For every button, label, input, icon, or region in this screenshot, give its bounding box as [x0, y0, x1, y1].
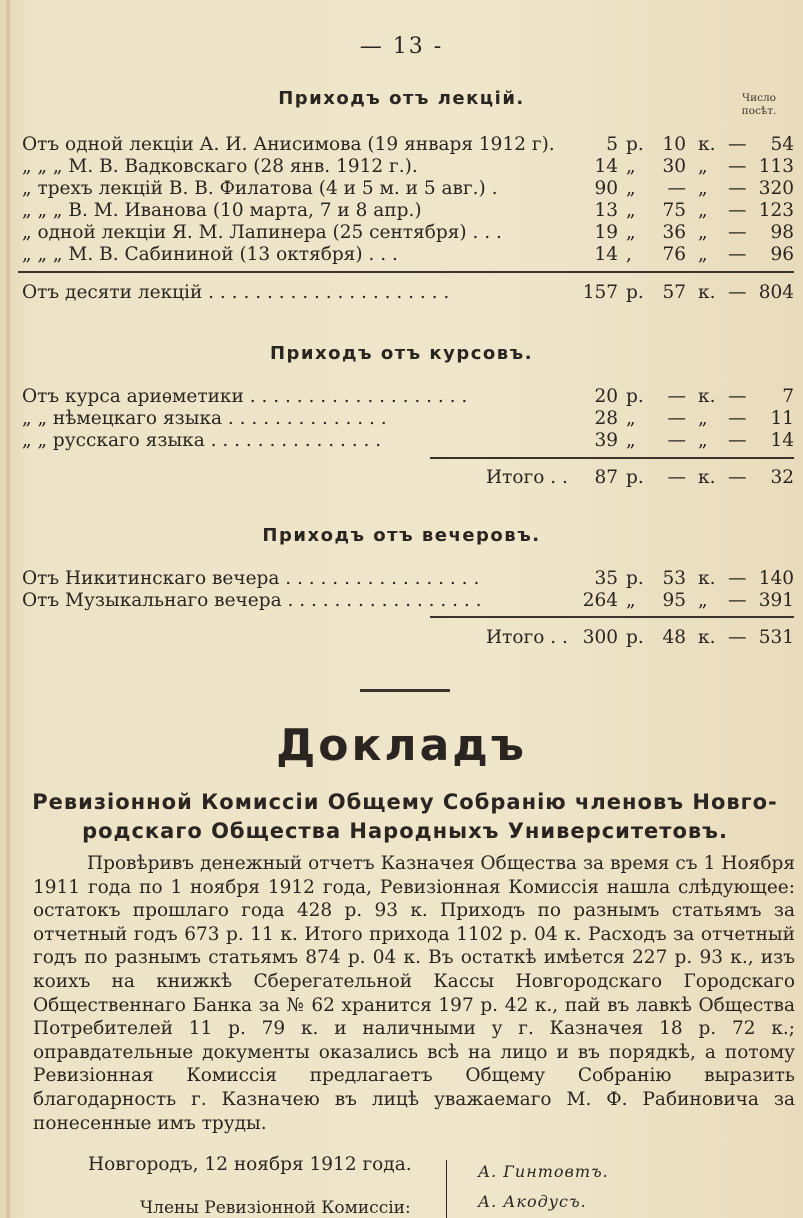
cell-rub: 13 [594, 200, 618, 221]
ledger-rule [430, 616, 794, 618]
ledger-row [22, 177, 794, 201]
report-paragraph: Провѣривъ денежный отчетъ Казначея Общества за время съ 1 Ноября 1911 года по 1 ноября 1912 года, Ревизіонная Комиссія нашла слѣдующее: остатокъ прошлаго года 428 р. 93 к. Приходъ по разнымъ статьямъ за отчетный годъ 673 р. 11 к. Итого прихода 1102 р. 04 к. Расходъ за отчетный годъ по разнымъ статьямъ 874 р. 04 к. Въ остаткѣ имѣется 227 р. 93 к., изъ коихъ на книжкѣ Сберегательной Кассы Новгородскаго Городскаго Общественнаго Банка за № 62 хранится 197 р. 42 к., пай въ лавкѣ Общества Потребителей 11 р. 79 к. и наличными у г. Казначея 18 р. 72 к.; оправдательные документы оказались всѣ на лицо и въ порядкѣ, а потому Ревизіонная Комиссія предлагаетъ Общему Собранію выразить благодарность г. Казначею въ лицѣ уважаемаго М. Ф. Рабиновича за понесенные имъ труды. [33, 853, 795, 1134]
cell-kop: 95 [662, 590, 686, 611]
signature-1: А. Гинтовтъ. [478, 1162, 609, 1181]
cell-kop: 36 [662, 222, 686, 243]
cell-desc: „ трехъ лекцій В. В. Филатова (4 и 5 м. и 5 авг.) . [22, 178, 498, 199]
cell-kop: — [667, 178, 686, 199]
cell-count: 140 [758, 568, 794, 589]
cell-kop-unit: „ [698, 178, 708, 199]
cell-rub-unit: „ [626, 430, 636, 451]
cell-dash: — [728, 244, 747, 265]
cell-count: 531 [758, 627, 794, 648]
cell-dash: — [728, 134, 747, 155]
cell-count: 113 [758, 156, 794, 177]
cell-count: 32 [770, 467, 794, 488]
cell-rub-unit: „ [626, 178, 636, 199]
cell-dash: — [728, 627, 747, 648]
section-separator [360, 689, 450, 692]
cell-rub: 5 [606, 134, 618, 155]
cell-dash: — [728, 156, 747, 177]
cell-count: 11 [770, 408, 794, 429]
ledger-row [22, 589, 794, 613]
place-and-date: Новгородъ, 12 ноября 1912 года. [88, 1154, 412, 1175]
cell-rub-unit: „ [626, 590, 636, 611]
cell-desc: Отъ Музыкальнаго вечера . . . . . . . . . . . . . . . . . [22, 590, 482, 611]
cell-desc: Отъ курса ариѳметики . . . . . . . . . . . . . . . . . . . [22, 386, 468, 407]
ledger-row [22, 567, 794, 591]
cell-rub-unit: р. [626, 134, 644, 155]
cell-dash: — [728, 430, 747, 451]
cell-desc: Итого . . [486, 467, 568, 488]
cell-rub: 19 [594, 222, 618, 243]
section-heading-courses: Приходъ отъ курсовъ. [269, 343, 534, 364]
cell-dash: — [728, 467, 747, 488]
cell-rub-unit: „ [626, 156, 636, 177]
cell-rub: 87 [594, 467, 618, 488]
cell-kop-unit: „ [698, 590, 708, 611]
ledger-rule [18, 271, 794, 273]
commission-members-label: Члены Ревизіонной Комиссіи: [140, 1198, 411, 1218]
report-subtitle-line-1: Ревизіонной Комиссіи Общему Собранію членовъ Новго- [32, 790, 778, 814]
cell-dash: — [728, 282, 747, 303]
signature-brace [446, 1160, 457, 1218]
cell-dash: — [728, 568, 747, 589]
cell-rub-unit: р. [626, 467, 644, 488]
cell-rub: 264 [582, 590, 618, 611]
cell-rub-unit: „ [626, 222, 636, 243]
ledger-row [22, 385, 794, 409]
cell-kop: 10 [662, 134, 686, 155]
ledger-rule [430, 457, 794, 459]
cell-desc: Итого . . [486, 627, 568, 648]
ledger-row [22, 407, 794, 431]
cell-rub-unit: „ [626, 408, 636, 429]
cell-desc: „ „ нѣмецкаго языка . . . . . . . . . . . . . . [22, 408, 387, 429]
cell-kop-unit: к. [698, 467, 716, 488]
section-heading-lectures: Приходъ отъ лекцій. [278, 88, 525, 109]
cell-count: 391 [758, 590, 794, 611]
cell-kop: 53 [662, 568, 686, 589]
signature-2: А. Акодусъ. [478, 1192, 587, 1211]
column-header-line-2: посѣт. [741, 105, 777, 117]
cell-rub-unit: , [626, 244, 632, 265]
cell-kop: — [667, 408, 686, 429]
cell-dash: — [728, 590, 747, 611]
cell-kop-unit: к. [698, 282, 716, 303]
cell-dash: — [728, 178, 747, 199]
ledger-total-row [22, 281, 794, 305]
cell-desc: „ „ „ М. В. Сабининой (13 октября) . . . [22, 244, 398, 265]
cell-desc: „ „ „ В. М. Иванова (10 марта, 7 и 8 апр.) [22, 200, 422, 221]
cell-kop: 57 [662, 282, 686, 303]
cell-kop-unit: к. [698, 386, 716, 407]
column-header-visitors [726, 92, 792, 118]
report-title: Докладъ [276, 720, 527, 771]
cell-count: 14 [770, 430, 794, 451]
page-edge-shadow [6, 0, 10, 1218]
cell-rub: 20 [594, 386, 618, 407]
cell-rub: 35 [594, 568, 618, 589]
cell-kop-unit: „ [698, 408, 708, 429]
cell-rub-unit: „ [626, 200, 636, 221]
cell-rub-unit: р. [626, 282, 644, 303]
column-header-line-1: Число [742, 92, 776, 104]
cell-dash: — [728, 222, 747, 243]
cell-rub: 14 [594, 244, 618, 265]
cell-kop: — [667, 430, 686, 451]
cell-kop-unit: „ [698, 200, 708, 221]
cell-rub: 28 [594, 408, 618, 429]
cell-rub: 90 [594, 178, 618, 199]
cell-count: 7 [782, 386, 794, 407]
cell-dash: — [728, 386, 747, 407]
ledger-row [22, 155, 794, 179]
ledger-row [22, 199, 794, 223]
cell-kop-unit: „ [698, 430, 708, 451]
cell-kop-unit: к. [698, 627, 716, 648]
cell-desc: „ одной лекціи Я. М. Лапинера (25 сентября) . . . [22, 222, 502, 243]
page-number: — 13 - [359, 34, 444, 59]
cell-desc: „ „ русскаго языка . . . . . . . . . . . . . . . [22, 430, 382, 451]
cell-rub-unit: р. [626, 568, 644, 589]
cell-kop: — [667, 467, 686, 488]
ledger-row [22, 243, 794, 267]
cell-kop-unit: к. [698, 134, 716, 155]
cell-kop-unit: „ [698, 222, 708, 243]
cell-desc: Отъ Никитинскаго вечера . . . . . . . . . . . . . . . . . [22, 568, 480, 589]
cell-count: 320 [758, 178, 794, 199]
cell-count: 96 [770, 244, 794, 265]
cell-kop-unit: „ [698, 156, 708, 177]
cell-count: 98 [770, 222, 794, 243]
cell-kop-unit: „ [698, 244, 708, 265]
cell-rub-unit: р. [626, 627, 644, 648]
section-heading-evenings: Приходъ отъ вечеровъ. [262, 525, 541, 546]
cell-kop: — [667, 386, 686, 407]
report-subtitle-line-2: родскаго Общества Народныхъ Университетовъ. [82, 819, 728, 843]
cell-kop: 30 [662, 156, 686, 177]
cell-kop: 48 [662, 627, 686, 648]
cell-kop: 75 [662, 200, 686, 221]
ledger-total-row [22, 466, 794, 490]
cell-desc: „ „ „ М. В. Вадковскаго (28 янв. 1912 г.). [22, 156, 418, 177]
cell-count: 804 [758, 282, 794, 303]
cell-rub: 300 [582, 627, 618, 648]
cell-rub: 157 [582, 282, 618, 303]
ledger-row [22, 133, 794, 157]
cell-count: 54 [770, 134, 794, 155]
ledger-row [22, 429, 794, 453]
cell-count: 123 [758, 200, 794, 221]
cell-desc: Отъ десяти лекцій . . . . . . . . . . . . . . . . . . . . . [22, 282, 450, 303]
cell-rub: 39 [594, 430, 618, 451]
cell-dash: — [728, 408, 747, 429]
cell-rub: 14 [594, 156, 618, 177]
ledger-row [22, 221, 794, 245]
cell-kop-unit: к. [698, 568, 716, 589]
cell-desc: Отъ одной лекціи А. И. Анисимова (19 января 1912 г). [22, 134, 555, 155]
cell-dash: — [728, 200, 747, 221]
cell-rub-unit: р. [626, 386, 644, 407]
cell-kop: 76 [662, 244, 686, 265]
ledger-total-row [22, 626, 794, 650]
